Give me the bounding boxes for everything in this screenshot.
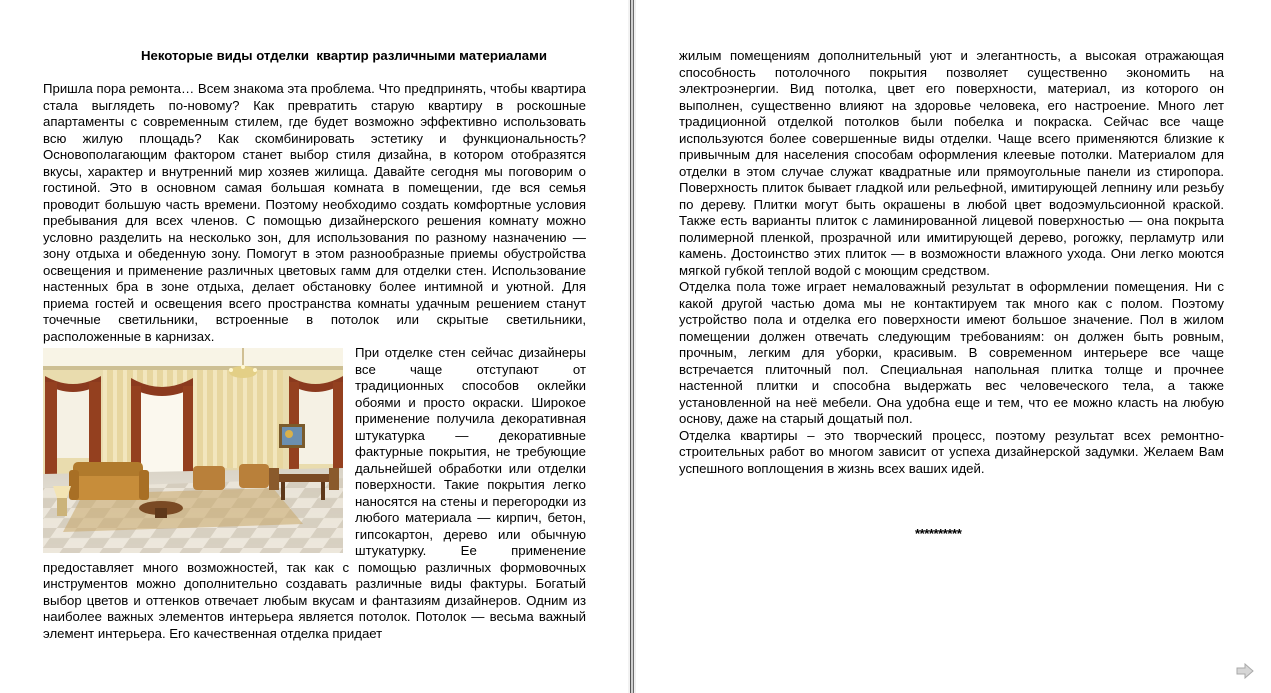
paragraph-ceiling: жилым помещениям дополнительный уют и элегантность, а высокая отражающая способность потолочного покрытия позволяет существенно экономить на электроэнергии. Вид потолка, цвет его поверхности, материал, из которого он выполнен, существенно влияют на здоровье человека, его настроение. Много лет традиционной отделкой потолков были побелка и покраска. Сейчас все чаще используются более совершенные виды отделки. Чаще всего применяются близкие к привычным для населения способам оформления клеевые потолки. Материалом для отделки в этом случае служат квадратные или прямоугольные панели из стиропора. Поверхность плиток бывает гладкой или рельефной, имитирующей лепнину или резьбу по дереву. Плитки могут быть окрашены в любой цвет водоэмульсионной краской. Также есть варианты плиток с ламинированной лицевой поверхностью — она покрыта полимерной пленкой, прозрачной или имитирующей дерево, рогожку, перламутр или камень. Достоинство этих плиток — в возможности влажного ухода. Они легко моются мягкой губкой теплой водой с моющим средством. — [679, 48, 1224, 278]
page-divider — [628, 0, 636, 693]
next-page-arrow-icon[interactable] — [1236, 663, 1254, 679]
page-title: Некоторые виды отделки квартир различными материалами — [141, 48, 547, 63]
living-room-photo — [43, 348, 343, 553]
paragraph-walls: При отделке стен сейчас дизайнеры все чаще отступают от традиционных способов оклейки обоями и просто окраски. Широкое применение получила декоративная штукатурка — декоративные фактурные покрытия, не требующие дальнейшей обработки или отделки поверхности. Такие покрытия легко наносятся на стены и перегородки из любого материала — кирпич, бетон, гипсокартон, дерево или обычную штукатурку. Ее применение предоставляет много возможностей, так как с помощью различных формовочных инструментов можно дополнительно создавать различные виды фактуры. Богатый выбор цветов и оттенков отвечает любым вкусам и фантазиям дизайнеров. Одним из наиболее важных элементов интерьера является потолок. Потолок — весьма важный элемент интерьера. Его качественная отделка придает — [43, 345, 586, 641]
right-page-text — [679, 48, 1224, 477]
closing-separator: ********** — [915, 526, 962, 541]
left-page-text — [43, 81, 586, 642]
paragraph-intro: Пришла пора ремонта… Всем знакома эта проблема. Что предпринять, чтобы квартира стала выглядеть по-новому? Как превратить старую квартиру в роскошные апартаменты с современным стилем, где будет возможно эффективно использовать всю жилую площадь? Как скомбинировать эстетику и функциональность? Основополагающим фактором станет выбор стиля дизайна, в котором отобразятся вкусы, характер и внутренний мир хозяев жилища. Давайте сегодня мы поговорим о гостиной. Это в основном самая большая комната в помещении, где вся семья проводит большую часть времени. Поэтому необходимо создать комфортные условия пребывания для всех членов. С помощью дизайнерского решения комнату можно условно разделить на несколько зон, для использования по разному назначению — зону отдыха и обеденную зону. Помогут в этом разнообразные приемы обустройства освещения и применение различных цветовых гамм для отделки стен. Использование настенных бра в зоне отдыха, делает обстановку более интимной и уютной. Для приема гостей и освещения всего пространства комнаты удачным решением станут точечные светильники, встроенные в потолок или скрытые светильники, расположенные в карнизах. — [43, 81, 586, 344]
paragraph-conclusion: Отделка квартиры – это творческий процесс, поэтому результат всех ремонтно-строительных работ во многом зависит от успеха дизайнерской задумки. Желаем Вам успешного воплощения в жизнь всех ваших идей. — [679, 427, 1224, 476]
left-page — [0, 0, 628, 693]
paragraph-floor: Отделка пола тоже играет немаловажный результат в оформлении помещения. Ни с какой другой частью дома мы не контактируем так много как с полом. Поэтому устройство пола и отделка его поверхности имеют большое значение. Пол в жилом помещении должен отвечать следующим требованиям: он должен быть ровным, прочным, легким для уборки, красивым. В современном интерьере все чаще встречается плиточный пол. Специальная напольная плитка толще и прочнее настенной плитки и способна выдержать вес человеческого тела, а также установленной на неё мебели. Она удобна еще и тем, что ее можно класть на любую основу, даже на старый дощатый пол. — [679, 279, 1224, 426]
